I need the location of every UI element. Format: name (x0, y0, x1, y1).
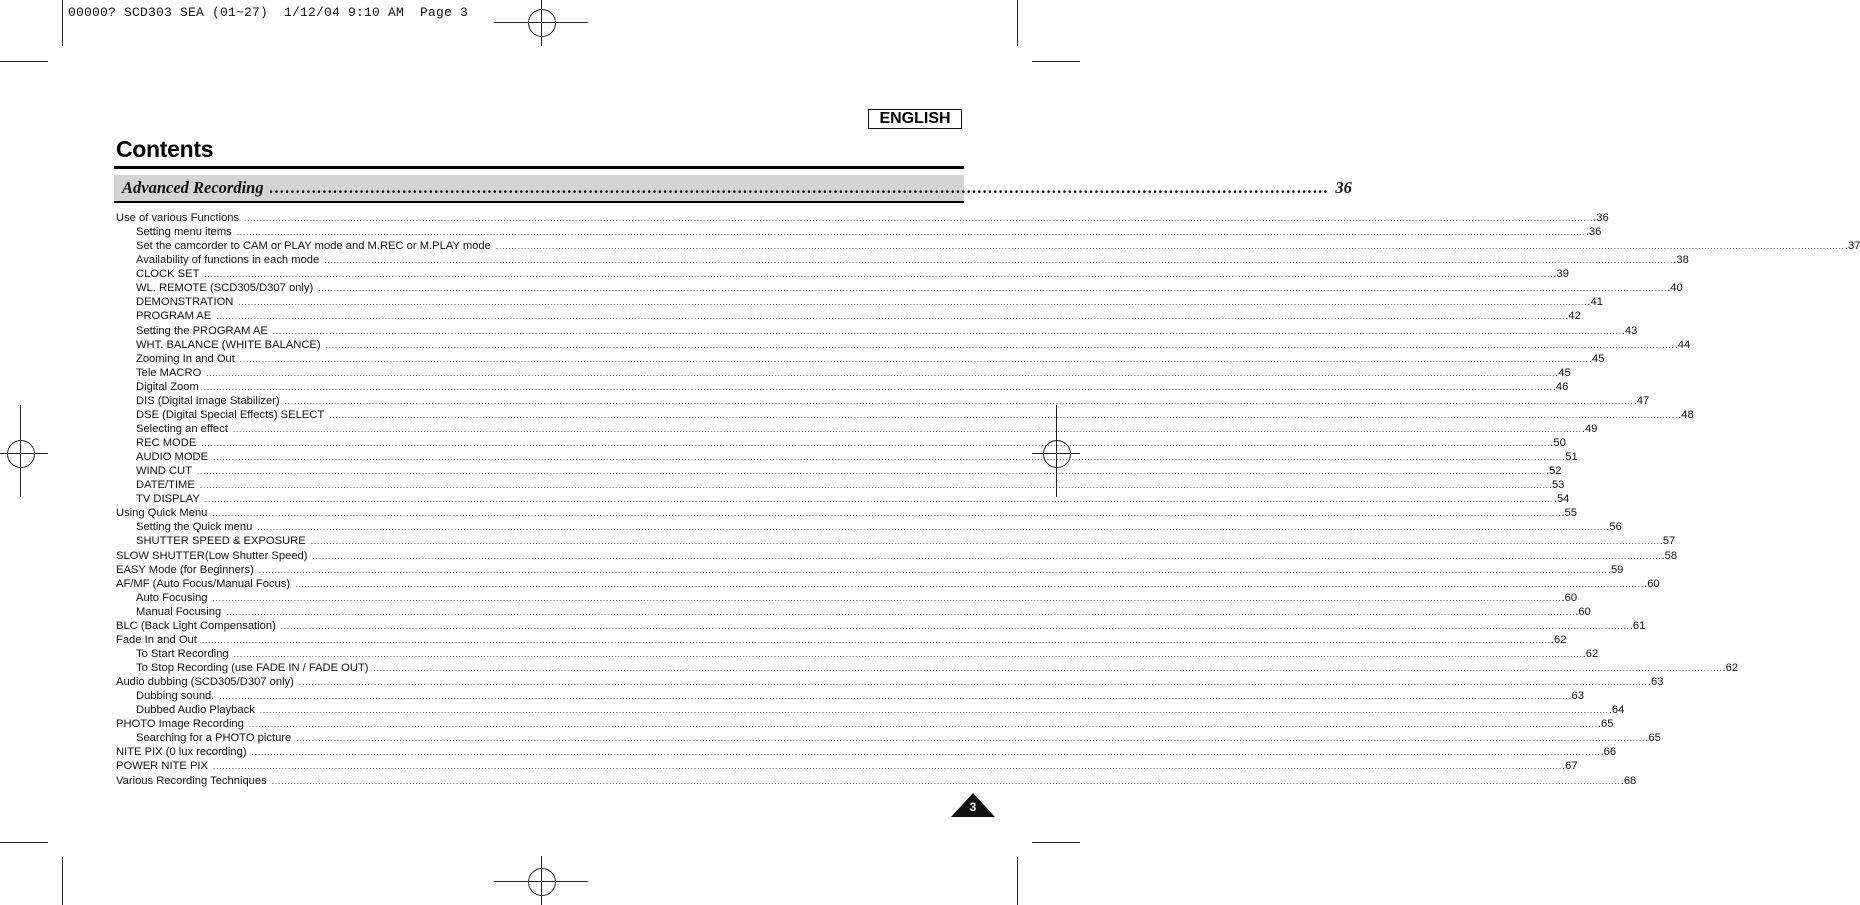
toc-list (116, 211, 1860, 788)
toc-entry (116, 324, 1638, 338)
toc-entry (116, 408, 1694, 422)
toc-entry-title: Dubbing sound. (136, 690, 215, 703)
toc-entry-page: .46 (1552, 380, 1569, 393)
toc-entry-title: To Start Recording (136, 647, 229, 660)
toc-dot-leader: ................................................................................................................................................................................................................................................................................................................................................................................................................................................ (271, 776, 1621, 786)
toc-dot-leader: ................................................................................................................................................................................................................................................................................................................................................................................................................................................ (248, 720, 1598, 730)
toc-entry-title: WL. REMOTE (SCD305/D307 only) (136, 282, 314, 295)
toc-entry-page: .60 (1575, 605, 1591, 618)
toc-entry-title: SHUTTER SPEED & EXPOSURE (136, 535, 306, 548)
toc-entry (116, 253, 1689, 267)
toc-dot-leader: ................................................................................................................................................................................................................................................................................................................................................................................................................................................ (329, 410, 1679, 420)
toc-entry-page: .48 (1678, 408, 1694, 421)
toc-entry (116, 394, 1650, 408)
section-leader: ....................................................................................................................................................................................................... (269, 178, 1330, 197)
toc-dot-leader: ................................................................................................................................................................................................................................................................................................................................................................................................................................................ (204, 270, 1554, 280)
toc-entry-title: PROGRAM AE (136, 310, 212, 323)
toc-entry (116, 549, 1678, 563)
toc-entry-page: .59 (1607, 563, 1624, 576)
toc-entry (116, 352, 1605, 366)
toc-entry (116, 478, 1565, 492)
toc-dot-leader: ................................................................................................................................................................................................................................................................................................................................................................................................................................................ (258, 565, 1608, 575)
crop-mark (1017, 0, 1018, 46)
toc-entry-title: Setting menu items (136, 226, 232, 239)
toc-entry-title: TV DISPLAY (136, 493, 200, 506)
toc-entry (116, 534, 1676, 548)
toc-entry (116, 492, 1570, 506)
toc-entry-page: .45 (1555, 366, 1571, 379)
toc-entry (116, 506, 1577, 520)
toc-entry-title: DSE (Digital Special Effects) SELECT (136, 408, 325, 421)
toc-entry-page: .38 (1673, 254, 1689, 267)
toc-entry-page: .51 (1562, 451, 1578, 464)
toc-dot-leader: ................................................................................................................................................................................................................................................................................................................................................................................................................................................ (298, 678, 1648, 688)
language-badge: ENGLISH (868, 109, 962, 129)
toc-entry-title: Using Quick Menu (116, 507, 208, 520)
toc-dot-leader: ................................................................................................................................................................................................................................................................................................................................................................................................................................................ (272, 326, 1622, 336)
toc-entry-page: .62 (1550, 633, 1567, 646)
toc-dot-leader: ................................................................................................................................................................................................................................................................................................................................................................................................................................................ (199, 481, 1549, 491)
toc-entry-title: Availability of functions in each mode (136, 254, 320, 267)
toc-entry-page: .63 (1568, 690, 1584, 703)
toc-entry-title: Set the camcorder to CAM or PLAY mode and M.REC or M.PLAY mode (136, 240, 491, 253)
toc-entry-title: Zooming In and Out (136, 352, 235, 365)
toc-entry (116, 281, 1683, 295)
toc-entry (116, 563, 1624, 577)
toc-entry (116, 619, 1646, 633)
toc-entry-title: CLOCK SET (136, 268, 200, 281)
toc-entry-page: .42 (1565, 310, 1581, 323)
toc-entry-page: .39 (1553, 268, 1569, 281)
toc-entry-title: Dubbed Audio Playback (136, 704, 255, 717)
toc-dot-leader: ................................................................................................................................................................................................................................................................................................................................................................................................................................................ (324, 256, 1674, 266)
toc-dot-leader: ................................................................................................................................................................................................................................................................................................................................................................................................................................................ (238, 298, 1588, 308)
toc-entry (116, 422, 1598, 436)
toc-dot-leader: ................................................................................................................................................................................................................................................................................................................................................................................................................................................ (310, 537, 1660, 547)
toc-entry-title: Various Recording Techniques (116, 774, 267, 787)
crop-mark (0, 61, 48, 62)
toc-entry-title: WHT. BALANCE (WHITE BALANCE) (136, 338, 321, 351)
toc-dot-leader: ................................................................................................................................................................................................................................................................................................................................................................................................................................................ (233, 649, 1583, 659)
toc-entry-page: .68 (1620, 774, 1637, 787)
toc-entry (116, 703, 1625, 717)
toc-entry-page: .53 (1548, 479, 1565, 492)
toc-entry-page: .40 (1667, 282, 1683, 295)
title-divider (114, 166, 964, 169)
toc-entry-page: .63 (1647, 676, 1664, 689)
toc-entry-page: .58 (1661, 549, 1678, 562)
toc-entry (116, 605, 1591, 619)
toc-dot-leader: ................................................................................................................................................................................................................................................................................................................................................................................................................................................ (251, 748, 1601, 758)
toc-dot-leader: ................................................................................................................................................................................................................................................................................................................................................................................................................................................ (232, 424, 1582, 434)
toc-entry (116, 309, 1581, 323)
toc-dot-leader: ................................................................................................................................................................................................................................................................................................................................................................................................................................................ (201, 439, 1551, 448)
toc-dot-leader: ................................................................................................................................................................................................................................................................................................................................................................................................................................................ (257, 523, 1607, 533)
toc-dot-leader: ................................................................................................................................................................................................................................................................................................................................................................................................................................................ (196, 467, 1546, 477)
toc-entry-title: Digital Zoom (136, 380, 199, 393)
toc-dot-leader: ................................................................................................................................................................................................................................................................................................................................................................................................................................................ (213, 762, 1562, 772)
toc-entry-title: Auto Focusing (136, 591, 208, 604)
toc-dot-leader: ................................................................................................................................................................................................................................................................................................................................................................................................................................................ (212, 509, 1562, 519)
toc-entry-title: Audio dubbing (SCD305/D307 only) (116, 676, 294, 689)
toc-entry (116, 436, 1566, 450)
toc-dot-leader: ................................................................................................................................................................................................................................................................................................................................................................................................................................................ (259, 706, 1609, 716)
toc-dot-leader: ................................................................................................................................................................................................................................................................................................................................................................................................................................................ (284, 396, 1634, 406)
registration-circle (7, 440, 35, 468)
toc-entry (116, 450, 1578, 464)
section-header (114, 175, 1352, 203)
toc-entry-page: .66 (1600, 746, 1617, 759)
toc-entry-page: .64 (1608, 704, 1625, 717)
toc-entry (116, 267, 1569, 281)
toc-dot-leader: ................................................................................................................................................................................................................................................................................................................................................................................................................................................ (201, 635, 1551, 645)
toc-entry-page: .56 (1606, 521, 1622, 534)
toc-entry-title: EASY Mode (for Beginners) (116, 563, 254, 576)
crop-mark (62, 0, 63, 46)
crop-mark (62, 857, 63, 905)
toc-dot-leader: ................................................................................................................................................................................................................................................................................................................................................................................................................................................ (203, 382, 1553, 392)
toc-entry (116, 239, 1860, 253)
toc-dot-leader: ................................................................................................................................................................................................................................................................................................................................................................................................................................................ (212, 593, 1562, 603)
toc-dot-leader: ................................................................................................................................................................................................................................................................................................................................................................................................................................................ (373, 664, 1723, 673)
toc-entry (116, 745, 1617, 759)
toc-dot-leader: ................................................................................................................................................................................................................................................................................................................................................................................................................................................ (295, 579, 1645, 589)
toc-entry-title: Manual Focusing (136, 605, 222, 618)
toc-dot-leader: ................................................................................................................................................................................................................................................................................................................................................................................................................................................ (280, 621, 1630, 631)
toc-entry-page: .62 (1582, 647, 1599, 660)
toc-entry-page: .50 (1550, 437, 1566, 449)
toc-entry-title: Selecting an effect (136, 422, 228, 435)
toc-entry-title: DATE/TIME (136, 479, 195, 492)
toc-entry-title: BLC (Back Light Compensation) (116, 619, 276, 632)
toc-entry-page: .47 (1633, 394, 1650, 407)
toc-entry-title: PHOTO Image Recording (116, 718, 244, 731)
toc-dot-leader: ................................................................................................................................................................................................................................................................................................................................................................................................................................................ (204, 495, 1554, 505)
toc-dot-leader: ................................................................................................................................................................................................................................................................................................................................................................................................................................................ (296, 734, 1646, 744)
registration-circle (528, 868, 556, 896)
toc-dot-leader: ................................................................................................................................................................................................................................................................................................................................................................................................................................................ (213, 453, 1563, 463)
section-page-number: 36 (1335, 178, 1352, 197)
toc-entry-page: .49 (1581, 422, 1598, 435)
toc-entry-page: .67 (1562, 760, 1578, 773)
toc-entry (116, 380, 1569, 394)
toc-entry-page: .60 (1561, 591, 1578, 604)
section-title: Advanced Recording (122, 178, 264, 197)
toc-entry-title: AF/MF (Auto Focus/Manual Focus) (116, 577, 291, 590)
print-header: 00000? SCD303 SEA (01~27) 1/12/04 9:10 AM Page 3 (68, 5, 469, 20)
toc-entry (116, 464, 1562, 478)
page-title: Contents (116, 136, 214, 162)
toc-entry-title: AUDIO MODE (136, 451, 209, 464)
toc-entry-page: .57 (1659, 535, 1676, 548)
toc-entry (116, 759, 1578, 773)
toc-entry (116, 661, 1739, 675)
toc-entry-page: .55 (1561, 507, 1577, 520)
toc-entry-title: DIS (Digital Image Stabilizer) (136, 394, 280, 407)
page-number-badge (951, 793, 995, 817)
toc-dot-leader: ................................................................................................................................................................................................................................................................................................................................................................................................................................................ (219, 692, 1569, 702)
toc-entry-title: Fade In and Out (116, 633, 197, 646)
toc-entry (116, 211, 1609, 225)
toc-entry-title: Use of various Functions (116, 212, 240, 224)
toc-entry (116, 647, 1599, 661)
toc-entry-page: .52 (1545, 465, 1562, 478)
toc-dot-leader: ................................................................................................................................................................................................................................................................................................................................................................................................................................................ (318, 284, 1668, 294)
toc-entry (116, 520, 1622, 534)
toc-entry (116, 577, 1660, 591)
toc-entry (116, 731, 1661, 745)
toc-entry-page: .65 (1645, 732, 1661, 745)
toc-dot-leader: ................................................................................................................................................................................................................................................................................................................................................................................................................................................ (244, 214, 1594, 223)
toc-dot-leader: ................................................................................................................................................................................................................................................................................................................................................................................................................................................ (325, 340, 1675, 350)
toc-entry-page: .65 (1597, 718, 1614, 731)
toc-entry-title: POWER NITE PIX (116, 760, 208, 773)
toc-dot-leader: ................................................................................................................................................................................................................................................................................................................................................................................................................................................ (216, 312, 1566, 322)
toc-entry (116, 689, 1584, 703)
toc-entry-page: .61 (1629, 619, 1646, 632)
toc-entry (116, 366, 1571, 380)
toc-entry-page: .37 (1844, 240, 1860, 253)
toc-entry-page: .60 (1644, 577, 1660, 590)
toc-entry-page: .62 (1722, 662, 1739, 674)
toc-entry-title: Tele MACRO (136, 366, 202, 379)
crop-mark (1032, 842, 1080, 843)
toc-entry (116, 338, 1691, 352)
toc-entry (116, 295, 1603, 309)
toc-entry-title: Searching for a PHOTO picture (136, 732, 292, 745)
toc-entry (116, 717, 1614, 731)
toc-dot-leader: ................................................................................................................................................................................................................................................................................................................................................................................................................................................ (226, 607, 1576, 617)
toc-entry-title: Setting the Quick menu (136, 521, 253, 534)
registration-circle (528, 9, 556, 37)
toc-dot-leader: ................................................................................................................................................................................................................................................................................................................................................................................................................................................ (495, 242, 1845, 252)
toc-entry-title: To Stop Recording (use FADE IN / FADE OUT) (136, 662, 369, 674)
toc-entry-page: .44 (1674, 338, 1691, 351)
crop-mark (0, 842, 48, 843)
toc-entry-page: .54 (1553, 493, 1570, 506)
toc-entry-title: Setting the PROGRAM AE (136, 324, 268, 337)
toc-dot-leader: ................................................................................................................................................................................................................................................................................................................................................................................................................................................ (206, 368, 1556, 378)
toc-entry (116, 774, 1637, 788)
toc-entry-page: .41 (1587, 296, 1603, 309)
crop-mark (1017, 857, 1018, 905)
page-number: 3 (969, 800, 977, 814)
crop-mark (1032, 61, 1080, 62)
toc-entry-page: .45 (1588, 352, 1605, 365)
toc-entry (116, 633, 1567, 647)
toc-entry-title: REC MODE (136, 437, 197, 449)
toc-dot-leader: ................................................................................................................................................................................................................................................................................................................................................................................................................................................ (239, 354, 1589, 364)
toc-entry-page: .36 (1593, 212, 1609, 224)
toc-entry-page: .36 (1585, 226, 1602, 239)
toc-entry (116, 225, 1602, 239)
toc-dot-leader: ................................................................................................................................................................................................................................................................................................................................................................................................................................................ (312, 551, 1662, 561)
toc-entry-page: .43 (1621, 324, 1638, 337)
toc-dot-leader: ................................................................................................................................................................................................................................................................................................................................................................................................................................................ (236, 228, 1586, 238)
toc-entry-title: WIND CUT (136, 465, 192, 478)
toc-entry-title: DEMONSTRATION (136, 296, 234, 309)
toc-entry (116, 675, 1664, 689)
toc-entry-title: NITE PIX (0 lux recording) (116, 746, 247, 759)
toc-entry-title: SLOW SHUTTER(Low Shutter Speed) (116, 549, 308, 562)
toc-entry (116, 591, 1578, 605)
